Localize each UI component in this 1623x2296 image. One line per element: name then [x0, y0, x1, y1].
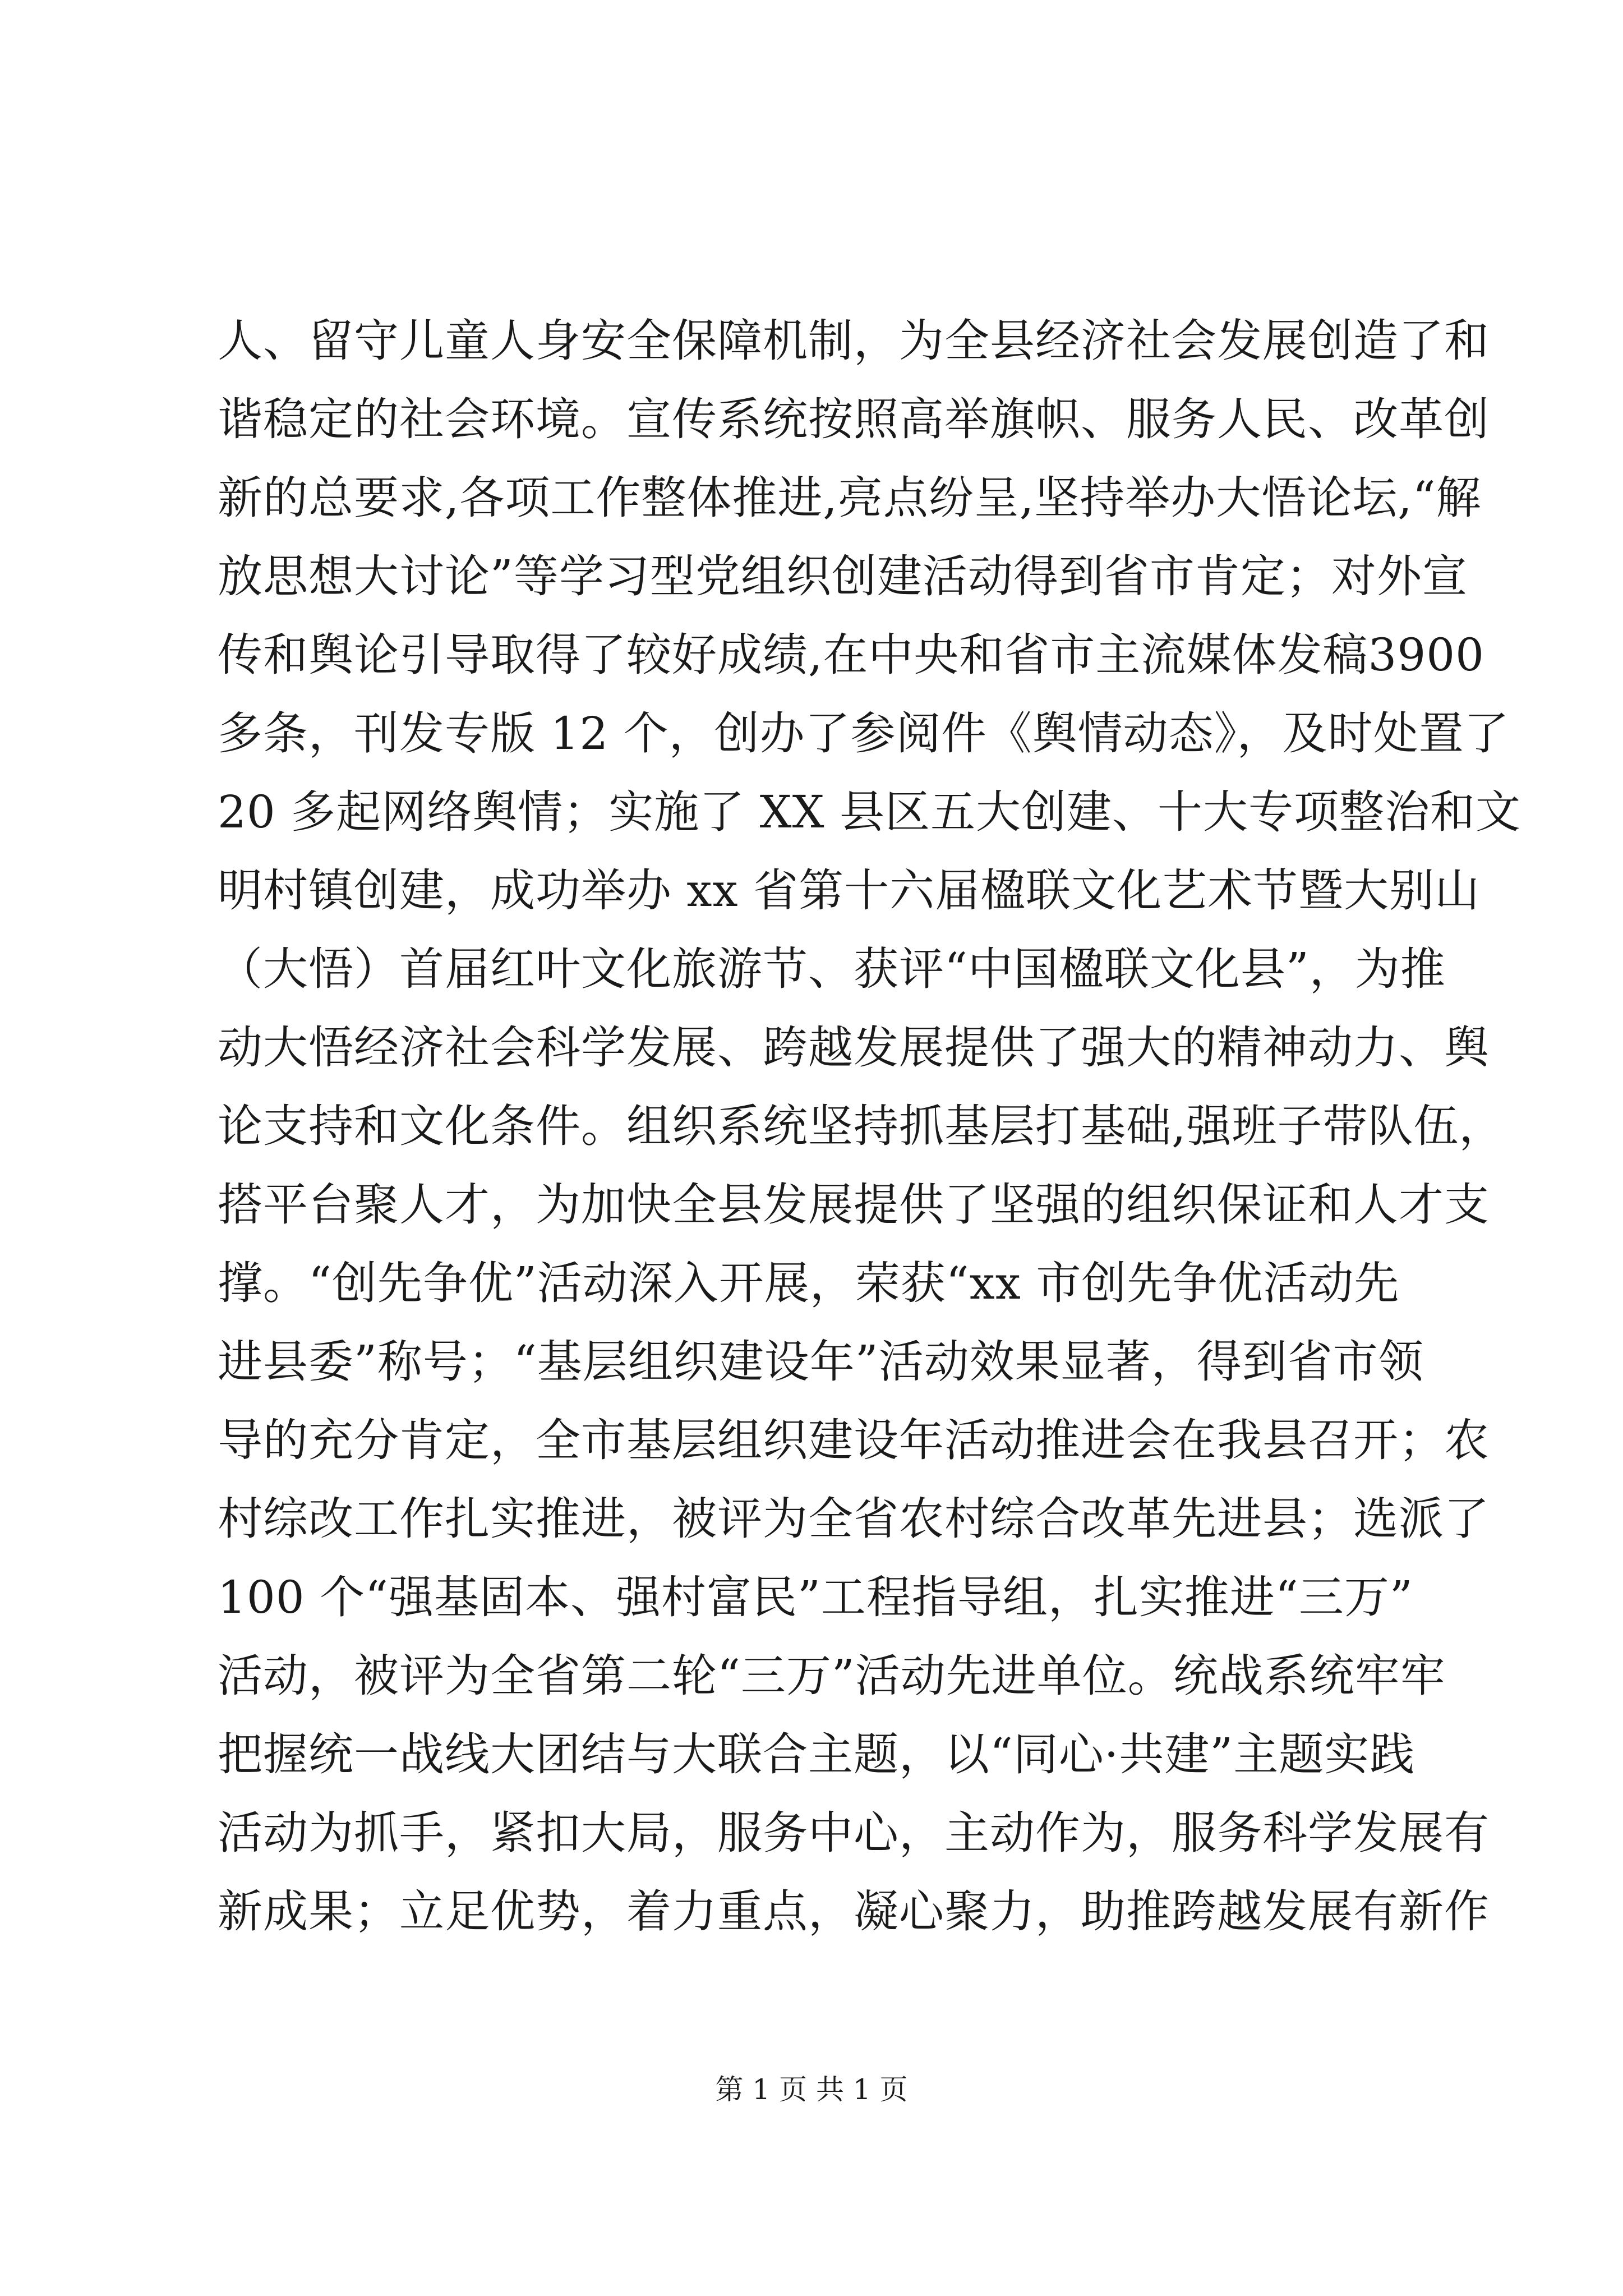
text-line: 新的总要求,各项工作整体推进,亮点纷呈,坚持举办大悟论坛,“解: [218, 472, 1482, 524]
text-line: 进县委”称号；“基层组织建设年”活动效果显著，得到省市领: [218, 1336, 1424, 1388]
text-line: 放思想大讨论”等学习型党组织创建活动得到省市肯定；对外宣: [218, 550, 1468, 602]
text-line: 明村镇创建，成功举办 xx 省第十六届楹联文化艺术节暨大别山: [218, 864, 1481, 917]
text-line: 20 多起网络舆情；实施了 XX 县区五大创建、十大专项整治和文: [218, 786, 1521, 838]
text-line: 活动，被评为全省第二轮“三万”活动先进单位。统战系统牢牢: [218, 1650, 1446, 1702]
text-line: 导的充分肯定，全市基层组织建设年活动推进会在我县召开；农: [218, 1414, 1490, 1466]
text-line: 论支持和文化条件。组织系统坚持抓基层打基础,强班子带队伍，: [218, 1100, 1505, 1152]
text-line: 人、留守儿童人身安全保障机制，为全县经济社会发展创造了和: [218, 315, 1490, 367]
text-line: 活动为抓手，紧扣大局，服务中心，主动作为，服务科学发展有: [218, 1807, 1490, 1859]
page-footer: 第 1 页 共 1 页: [715, 2073, 908, 2106]
text-line: 新成果；立足优势，着力重点，凝心聚力，助推跨越发展有新作: [218, 1885, 1490, 1938]
text-line: 撑。“创先争优”活动深入开展，荣获“xx 市创先争优活动先: [218, 1257, 1400, 1309]
text-line: 动大悟经济社会科学发展、跨越发展提供了强大的精神动力、舆: [218, 1022, 1490, 1074]
text-line: 多条，刊发专版 12 个，创办了参阅件《舆情动态》，及时处置了: [218, 707, 1510, 760]
text-line: 谐稳定的社会环境。宣传系统按照高举旗帜、服务人民、改革创: [218, 393, 1490, 445]
text-line: （大悟）首届红叶文化旅游节、获评“中国楹联文化县”，为推: [218, 943, 1446, 995]
text-line: 村综改工作扎实推进，被评为全省农村综合改革先进县；选派了: [218, 1493, 1490, 1545]
text-line: 搭平台聚人才，为加快全县发展提供了坚强的组织保证和人才支: [218, 1179, 1490, 1231]
text-line: 100 个“强基固本、强村富民”工程指导组，扎实推进“三万”: [218, 1571, 1413, 1623]
text-line: 传和舆论引导取得了较好成绩,在中央和省市主流媒体发稿3900: [218, 629, 1485, 681]
text-line: 把握统一战线大团结与大联合主题，以“同心·共建”主题实践: [218, 1728, 1415, 1780]
